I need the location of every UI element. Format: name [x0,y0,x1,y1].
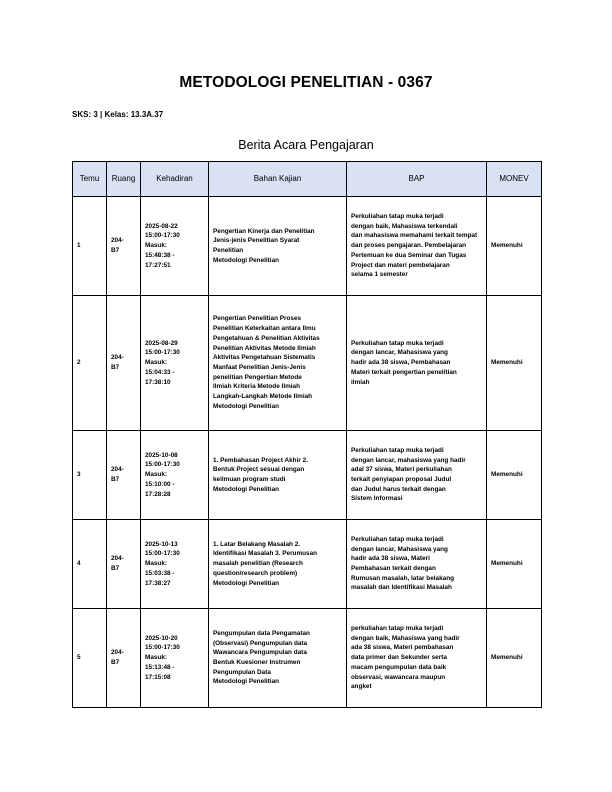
cell-monev: Memenuhi [487,520,542,609]
ruang-text: 204- B7 [111,354,124,371]
bahan-text: 1. Pembahasan Project Akhir 2. Bentuk Project sesuai dengan keilmuan program studi Metodologi Penelitian [213,456,308,493]
cell-monev: Memenuhi [487,609,542,708]
bap-text: Perkuliahan tatap muka terjadi dengan baik, Mahasiswa terkendali dan mahasiswa memahami terkait tempat dan proses pengajaran. Pembelajaran Pertemuan ke dua Seminar dan Tugas Project dan materi pembelajaran selama 1 semester [351,212,478,279]
header-temu: Temu [73,162,107,197]
ruang-text: 204- B7 [111,237,124,254]
kehadiran-text: 2025-10-13 15:00-17:30 Masuk: 15:03:38 - 17:38:27 [145,540,180,587]
cell-temu: 5 [73,609,107,708]
cell-ruang [107,431,141,520]
table-row [73,609,542,708]
header-kehadiran: Kehadiran [141,162,209,197]
cell-ruang [107,197,141,296]
cell-monev: Memenuhi [487,197,542,296]
document-title: METODOLOGI PENELITIAN - 0367 [179,74,433,91]
ruang-text: 204- B7 [111,555,124,572]
bahan-text: Pengumpulan data Pengamatan (Observasi) Pengumpulan data Wawancara Pengumpulan data Bentuk Kuesioner Instrumen Pengumpulan Data Metodologi Penelitian [213,629,310,686]
ruang-text: 204- B7 [111,649,124,666]
table-header-row [73,162,542,197]
cell-monev: Memenuhi [487,431,542,520]
cell-bap [347,296,487,431]
kehadiran-text: 2025-10-08 15:00-17:30 Masuk: 15:10:00 - 17:28:28 [145,451,180,498]
bap-text: Perkuliahan tatap muka terjadi dengan lancar, Mahasiswa yang hadir ada 38 siswa, Materi Pembahasan terkait dengan Rumusan masalah, latar belakang masalah dan Identifikasi Masalah [351,535,454,592]
cell-kehadiran [141,431,209,520]
table-row [73,296,542,431]
bap-text: Perkuliahan tatap muka terjadi dengan lancar, Mahasiswa yang hadir ada 38 siswa, Pembahasan Materi terkait pengertian penelitian ilmiah [351,339,457,386]
kehadiran-text: 2025-08-22 15:00-17:30 Masuk: 15:48:38 - 17:27:51 [145,222,180,269]
cell-kehadiran [141,609,209,708]
cell-bahan-kajian [209,609,347,708]
cell-kehadiran [141,296,209,431]
header-bahan-kajian: Bahan Kajian [209,162,347,197]
cell-temu: 1 [73,197,107,296]
cell-monev: Memenuhi [487,296,542,431]
cell-bahan-kajian [209,296,347,431]
bahan-text: Pengertian Kinerja dan Penelitian Jenis-jenis Penelitian Syarat Penelitian Metodologi Penelitian [213,227,315,264]
bahan-text: Pengertian Penelitian Proses Penelitian Keterkaitan antara Ilmu Pengetahuan & Penelitian Aktivitas Penelitian Aktivitas Metode Ilmiah Aktivitas Pengetahuan Sistematis Manfaat Penelitian Jenis-Jenis penelitian Pengertian Metode Ilmiah Kriteria Metode Ilmiah Langkah-Langkah Metode Ilmiah Metodologi Penelitian [213,315,320,410]
bap-text: perkuliahan tatap muka terjadi dengan baik, Mahasiswa yang hadir ada 38 siswa, Materi pembahasan data primer dan Sekunder serta macam pengumpulan data baik observasi, wawancara maupun angket [351,624,460,691]
bahan-text: 1. Latar Belakang Masalah 2. Identifikasi Masalah 3. Perumusan masalah penelitian (Research question/research problem) Metodologi Penelitian [213,540,318,587]
cell-bap [347,431,487,520]
cell-ruang [107,520,141,609]
course-meta: SKS: 3 | Kelas: 13.3A.37 [72,110,164,119]
cell-ruang [107,296,141,431]
ruang-text: 204- B7 [111,466,124,483]
document-subtitle: Berita Acara Pengajaran [238,138,374,152]
cell-ruang [107,609,141,708]
cell-temu: 4 [73,520,107,609]
header-bap: BAP [347,162,487,197]
cell-bap [347,520,487,609]
cell-temu: 2 [73,296,107,431]
bap-table [72,161,542,708]
cell-kehadiran [141,520,209,609]
kehadiran-text: 2025-10-20 15:00-17:30 Masuk: 15:13:48 - 17:15:08 [145,634,180,681]
cell-bahan-kajian [209,431,347,520]
cell-bahan-kajian [209,197,347,296]
kehadiran-text: 2025-08-29 15:00-17:30 Masuk: 15:04:33 - 17:38:10 [145,339,180,386]
cell-bap [347,609,487,708]
cell-temu: 3 [73,431,107,520]
table-row [73,197,542,296]
header-ruang: Ruang [107,162,141,197]
cell-bahan-kajian [209,520,347,609]
bap-text: Perkuliahan tatap muka terjadi dengan lancar, mahasiswa yang hadir adal 37 siswa, Materi perkuliahan terkait penyiapan proposal Judul dan Judul harus terkait dengan Sistem Informasi [351,446,466,503]
table-row [73,431,542,520]
cell-kehadiran [141,197,209,296]
table-row [73,520,542,609]
header-monev: MONEV [487,162,542,197]
cell-bap [347,197,487,296]
